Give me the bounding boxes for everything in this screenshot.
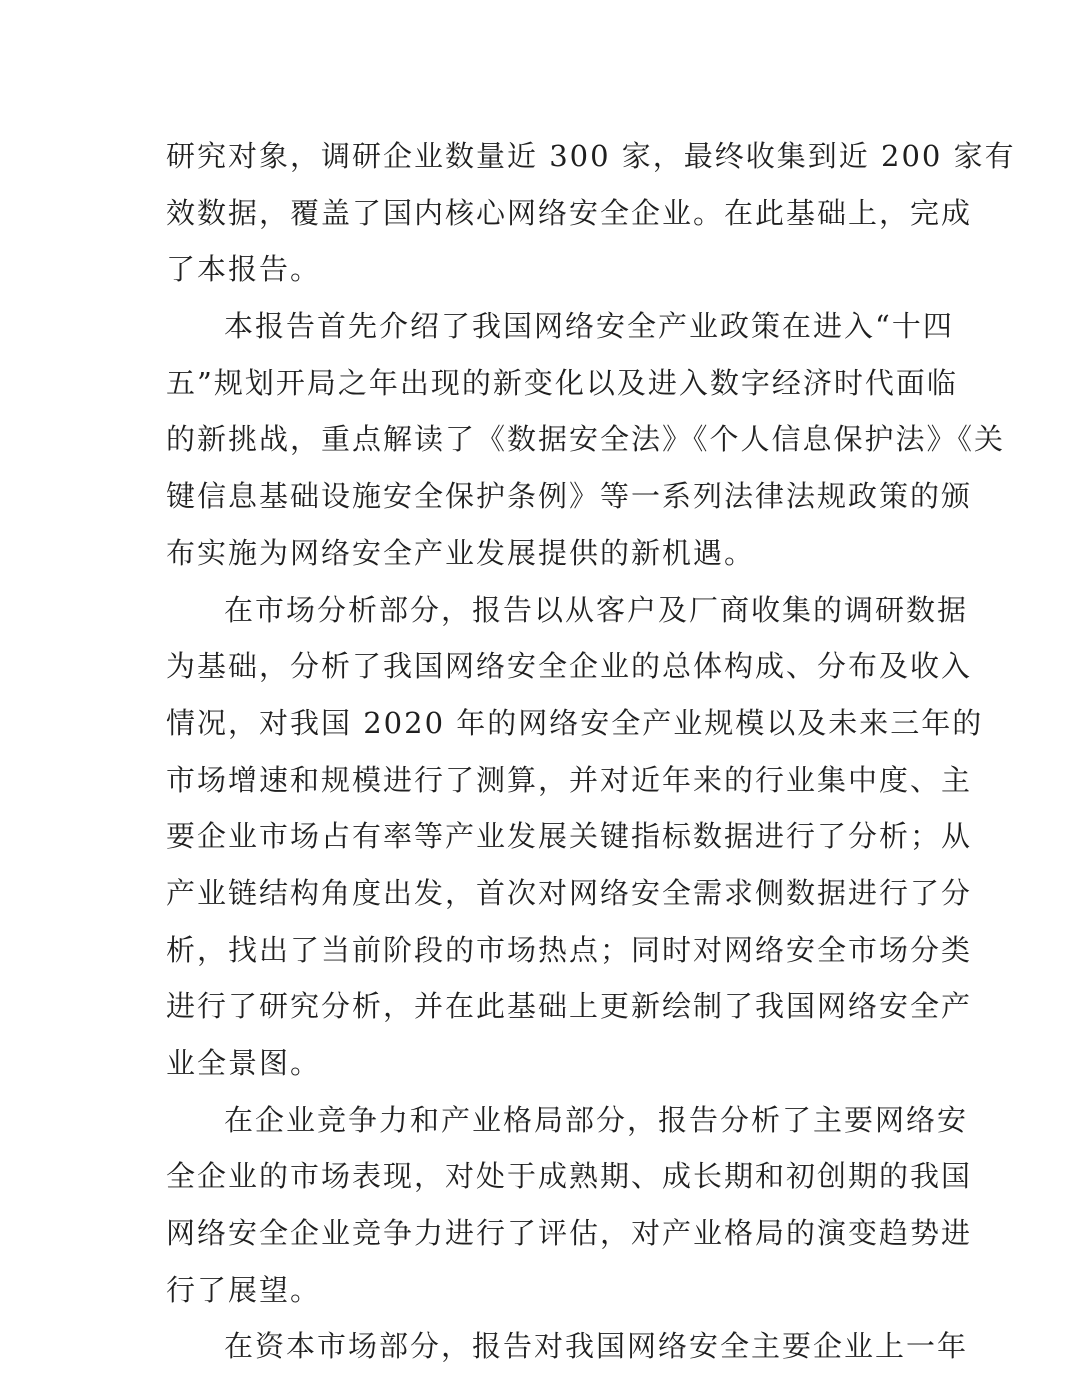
paragraph-3	[166, 582, 984, 1092]
text-line: 全企业的市场表现，对处于成熟期、成长期和初创期的我国	[166, 1159, 973, 1194]
text-line: 网络安全企业竞争力进行了评估，对产业格局的演变趋势进	[166, 1216, 973, 1251]
text-line: 在资本市场部分，报告对我国网络安全主要企业上一年	[224, 1329, 969, 1364]
text-line: 五”规划开局之年出现的新变化以及进入数字经济时代面临	[166, 365, 958, 400]
text-line: 的新挑战，重点解读了《数据安全法》《个人信息保护法》《关	[166, 422, 1006, 457]
text-line: 为基础，分析了我国网络安全企业的总体构成、分布及收入	[166, 649, 973, 684]
text-line: 市场增速和规模进行了测算，并对近年来的行业集中度、主	[166, 762, 973, 797]
text-line: 布实施为网络安全产业发展提供的新机遇。	[166, 535, 756, 570]
paragraph-2	[166, 298, 1006, 581]
document-body	[166, 128, 1016, 1375]
text-line: 行了展望。	[166, 1272, 322, 1307]
paragraph-1	[166, 128, 1016, 298]
text-line: 产业链结构角度出发，首次对网络安全需求侧数据进行了分	[166, 875, 973, 910]
text-line: 业全景图。	[166, 1046, 322, 1080]
text-line: 析，找出了当前阶段的市场热点；同时对网络安全市场分类	[166, 932, 973, 967]
text-line: 要企业市场占有率等产业发展关键指标数据进行了分析；从	[166, 819, 973, 854]
text-line: 本报告首先介绍了我国网络安全产业政策在进入“十四	[224, 309, 954, 344]
text-line: 了本报告。	[166, 252, 322, 287]
text-line: 在市场分析部分，报告以从客户及厂商收集的调研数据	[224, 592, 969, 627]
text-line: 效数据，覆盖了国内核心网络安全企业。在此基础上，完成	[166, 195, 973, 230]
paragraph-5	[166, 1318, 969, 1375]
text-line: 研究对象，调研企业数量近 300 家，最终收集到近 200 家有	[166, 139, 1016, 173]
text-line: 键信息基础设施安全保护条例》等一系列法律法规政策的颁	[166, 479, 973, 514]
text-line: 进行了研究分析，并在此基础上更新绘制了我国网络安全产	[166, 989, 973, 1024]
paragraph-4	[166, 1092, 973, 1319]
text-line: 情况，对我国 2020 年的网络安全产业规模以及未来三年的	[166, 705, 984, 740]
text-line: 在企业竞争力和产业格局部分，报告分析了主要网络安	[224, 1102, 969, 1137]
